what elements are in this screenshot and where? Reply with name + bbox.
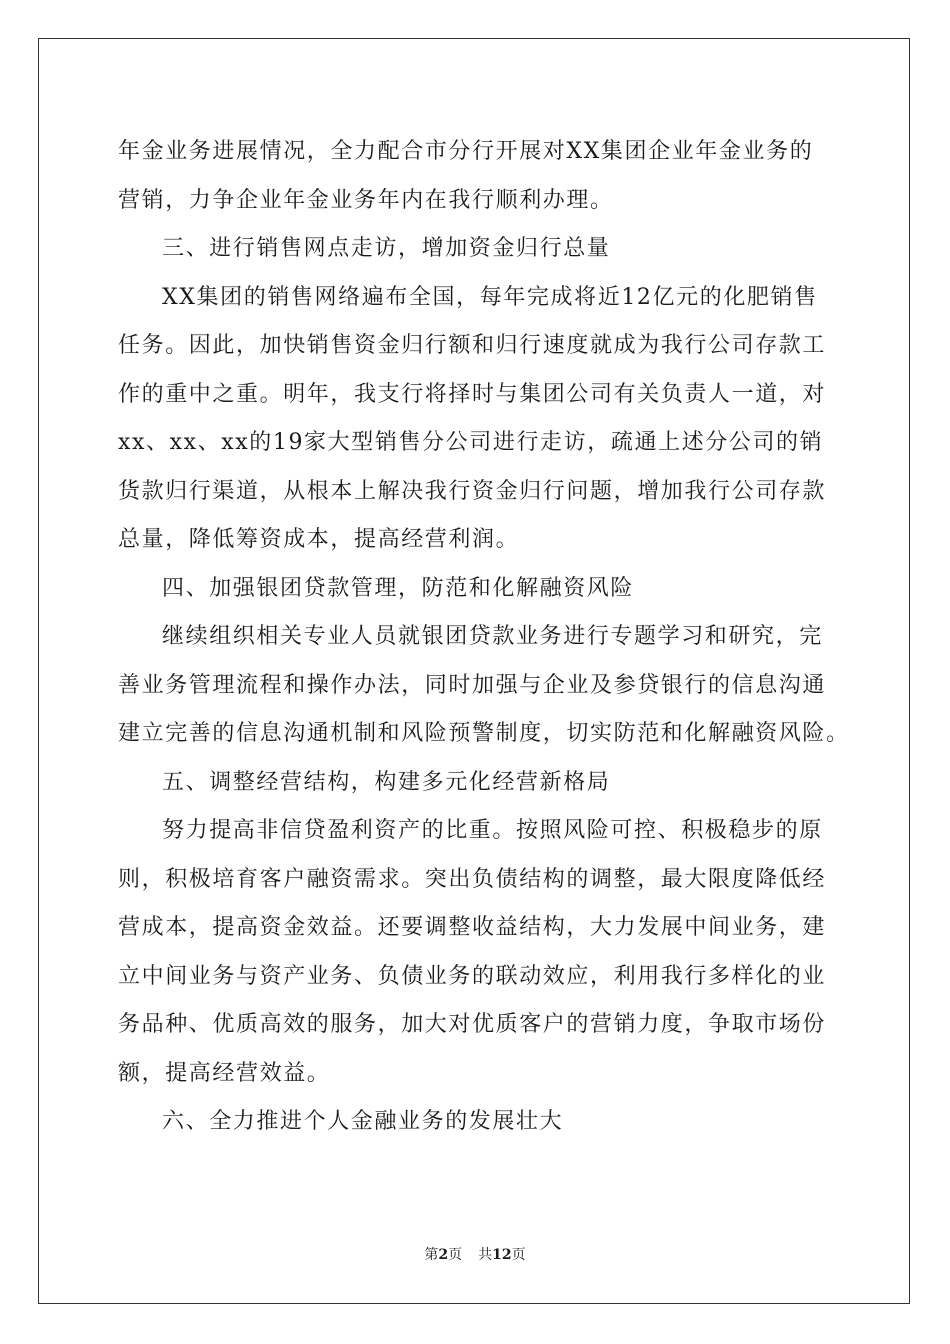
footer-page-suffix: 页	[448, 1247, 463, 1263]
page-footer	[0, 1244, 950, 1264]
text-line: 善业务管理流程和操作办法，同时加强与企业及参贷银行的信息沟通	[118, 672, 827, 698]
text-line: 继续组织相关专业人员就银团贷款业务进行专题学习和研究，完	[162, 624, 823, 649]
text-line: XX集团的销售网络遍布全国，每年完成将近12亿元的化肥销售	[162, 284, 818, 310]
text-line: 三、进行销售网点走访，增加资金归行总量	[162, 236, 611, 261]
footer-page-number: 2	[438, 1247, 449, 1263]
text-line: 四、加强银团贷款管理，防范和化解融资风险	[162, 575, 635, 601]
text-line: 总量，降低筹资成本，提高经营利润。	[118, 527, 520, 552]
text-line: 作的重中之重。明年，我支行将择时与集团公司有关负责人一道，对	[118, 381, 827, 407]
text-line: 营成本，提高资金效益。还要调整收益结构，大力发展中间业务，建	[118, 915, 827, 940]
document-body	[118, 128, 850, 1147]
footer-total-suffix: 页	[511, 1247, 526, 1263]
footer-prefix: 第	[424, 1247, 439, 1263]
text-line: 立中间业务与资产业务、负债业务的联动效应，利用我行多样化的业	[118, 963, 827, 989]
text-line: 则，积极培育客户融资需求。突出负债结构的调整，最大限度降低经	[118, 866, 827, 892]
text-line: 年金业务进展情况，全力配合市分行开展对XX集团企业年金业务的	[118, 139, 814, 164]
footer-total-pages: 12	[492, 1247, 512, 1263]
text-line: 五、调整经营结构，构建多元化经营新格局	[162, 769, 611, 795]
footer-total-prefix: 共	[478, 1247, 493, 1263]
text-line: 努力提高非信贷盈利资产的比重。按照风险可控、积极稳步的原	[162, 818, 823, 843]
text-line: 营销，力争企业年金业务年内在我行顺利办理。	[118, 187, 614, 213]
text-line: xx、xx、xx的19家大型销售分公司进行走访，疏通上述分公司的销	[118, 430, 824, 455]
text-line: 务品种、优质高效的服务，加大对优质客户的营销力度，争取市场份	[118, 1012, 827, 1037]
text-line: 任务。因此，加快销售资金归行额和归行速度就成为我行公司存款工	[118, 333, 827, 358]
text-line: 建立完善的信息沟通机制和风险预警制度，切实防范和化解融资风险。	[118, 721, 850, 746]
text-line: 六、全力推进个人金融业务的发展壮大	[162, 1109, 564, 1134]
text-line: 货款归行渠道，从根本上解决我行资金归行问题，增加我行公司存款	[118, 478, 827, 504]
text-line: 额，提高经营效益。	[118, 1060, 331, 1086]
